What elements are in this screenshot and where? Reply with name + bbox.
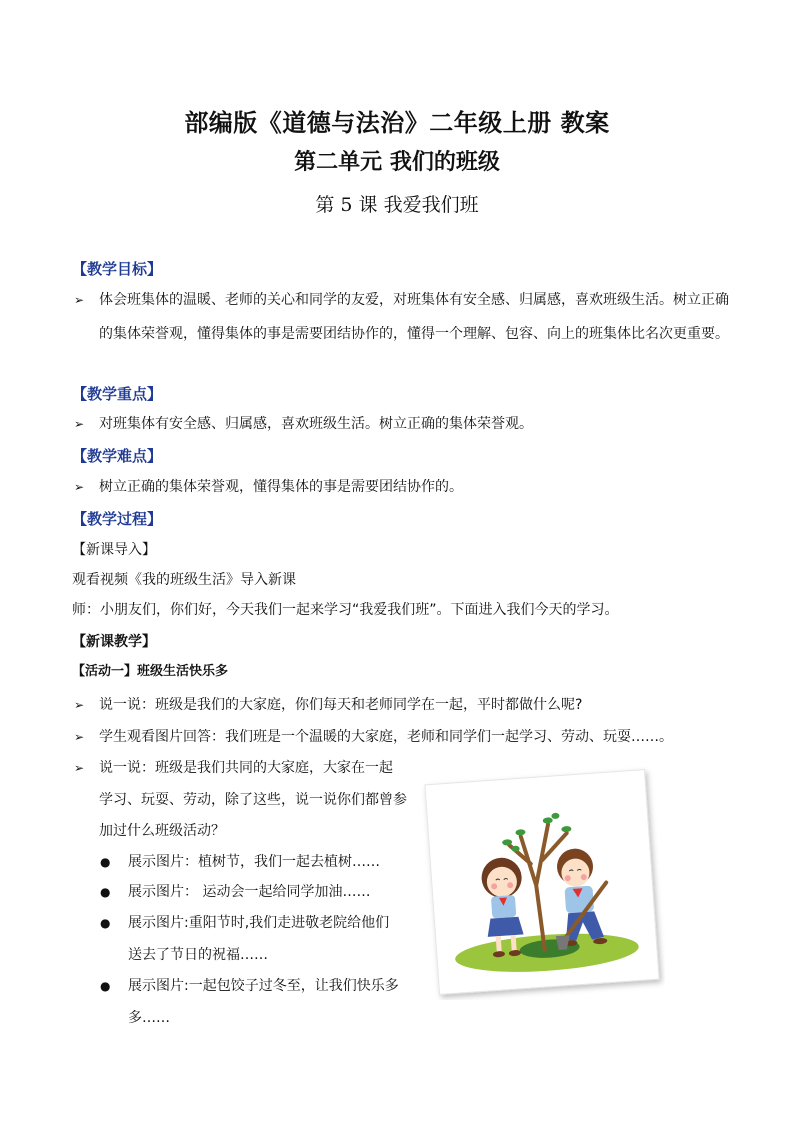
activity-bullet-3-line-1: 说一说：班级是我们共同的大家庭，大家在一起 <box>99 760 393 776</box>
activity-bullet-3-line-2: 学习、玩耍、劳动，除了这些，说一说你们都曾参 <box>99 792 407 808</box>
lesson-title: 第 5 课 我爱我们班 <box>315 194 479 216</box>
goals-heading: 【教学目标】 <box>72 260 163 278</box>
difficulty-text: 树立正确的集体荣誉观，懂得集体的事是需要团结协作的。 <box>99 479 463 495</box>
arrow-bullet-icon: ➢ <box>74 480 85 494</box>
tree-planting-illustration <box>420 765 665 1000</box>
key-text: 对班集体有安全感、归属感，喜欢班级生活。树立正确的集体荣誉观。 <box>99 416 533 432</box>
dot-bullet-icon: ● <box>100 855 111 869</box>
process-heading: 【教学过程】 <box>72 510 163 528</box>
difficulty-heading: 【教学难点】 <box>72 447 163 465</box>
intro-line-2: 师：小朋友们，你们好，今天我们一起来学习“我爱我们班”。下面进入我们今天的学习。 <box>72 602 619 618</box>
arrow-bullet-icon: ➢ <box>74 417 85 431</box>
intro-label: 【新课导入】 <box>72 542 156 558</box>
arrow-bullet-icon: ➢ <box>74 761 85 775</box>
activity-label: 【活动一】班级生活快乐多 <box>72 664 229 679</box>
teach-label: 【新课教学】 <box>72 634 156 650</box>
dot-item-1: 展示图片：植树节，我们一起去植树…… <box>128 854 380 870</box>
arrow-bullet-icon: ➢ <box>74 698 85 712</box>
dot-bullet-icon: ● <box>100 916 111 930</box>
activity-bullet-1-text: 说一说：班级是我们的大家庭，你们每天和老师同学在一起，平时都做什么呢? <box>99 697 583 713</box>
dot-item-4-line-2: 多…… <box>128 1010 170 1026</box>
activity-bullet-2-text: 学生观看图片回答：我们班是一个温暖的大家庭，老师和同学们一起学习、劳动、玩耍……。 <box>99 729 673 745</box>
dot-bullet-icon: ● <box>100 885 111 899</box>
activity-bullet-3-line-3: 加过什么班级活动？ <box>99 823 225 839</box>
intro-line-1: 观看视频《我的班级生活》导入新课 <box>72 572 296 588</box>
dot-item-3-line-2: 送去了节日的祝福…… <box>128 947 268 963</box>
dot-item-4-line-1: 展示图片:一起包饺子过冬至，让我们快乐多 <box>128 978 399 994</box>
key-heading: 【教学重点】 <box>72 385 163 403</box>
goals-text: 体会班集体的温暖、老师的关心和同学的友爱，对班集体有安全感、归属感，喜欢班级生活。树立正确的集体荣誉观，懂得集体的事是需要团结协作的，懂得一个理解、包容、向上的班集体比名次更重要。 <box>99 292 729 342</box>
document-title: 部编版《道德与法治》二年级上册 教案 <box>184 109 610 137</box>
unit-title: 第二单元 我们的班级 <box>294 150 500 175</box>
dot-item-3-line-1: 展示图片:重阳节时,我们走进敬老院给他们 <box>128 915 390 931</box>
arrow-bullet-icon: ➢ <box>74 293 85 307</box>
dot-bullet-icon: ● <box>100 979 111 993</box>
dot-item-2: 展示图片： 运动会一起给同学加油…… <box>128 884 371 900</box>
arrow-bullet-icon: ➢ <box>74 730 85 744</box>
